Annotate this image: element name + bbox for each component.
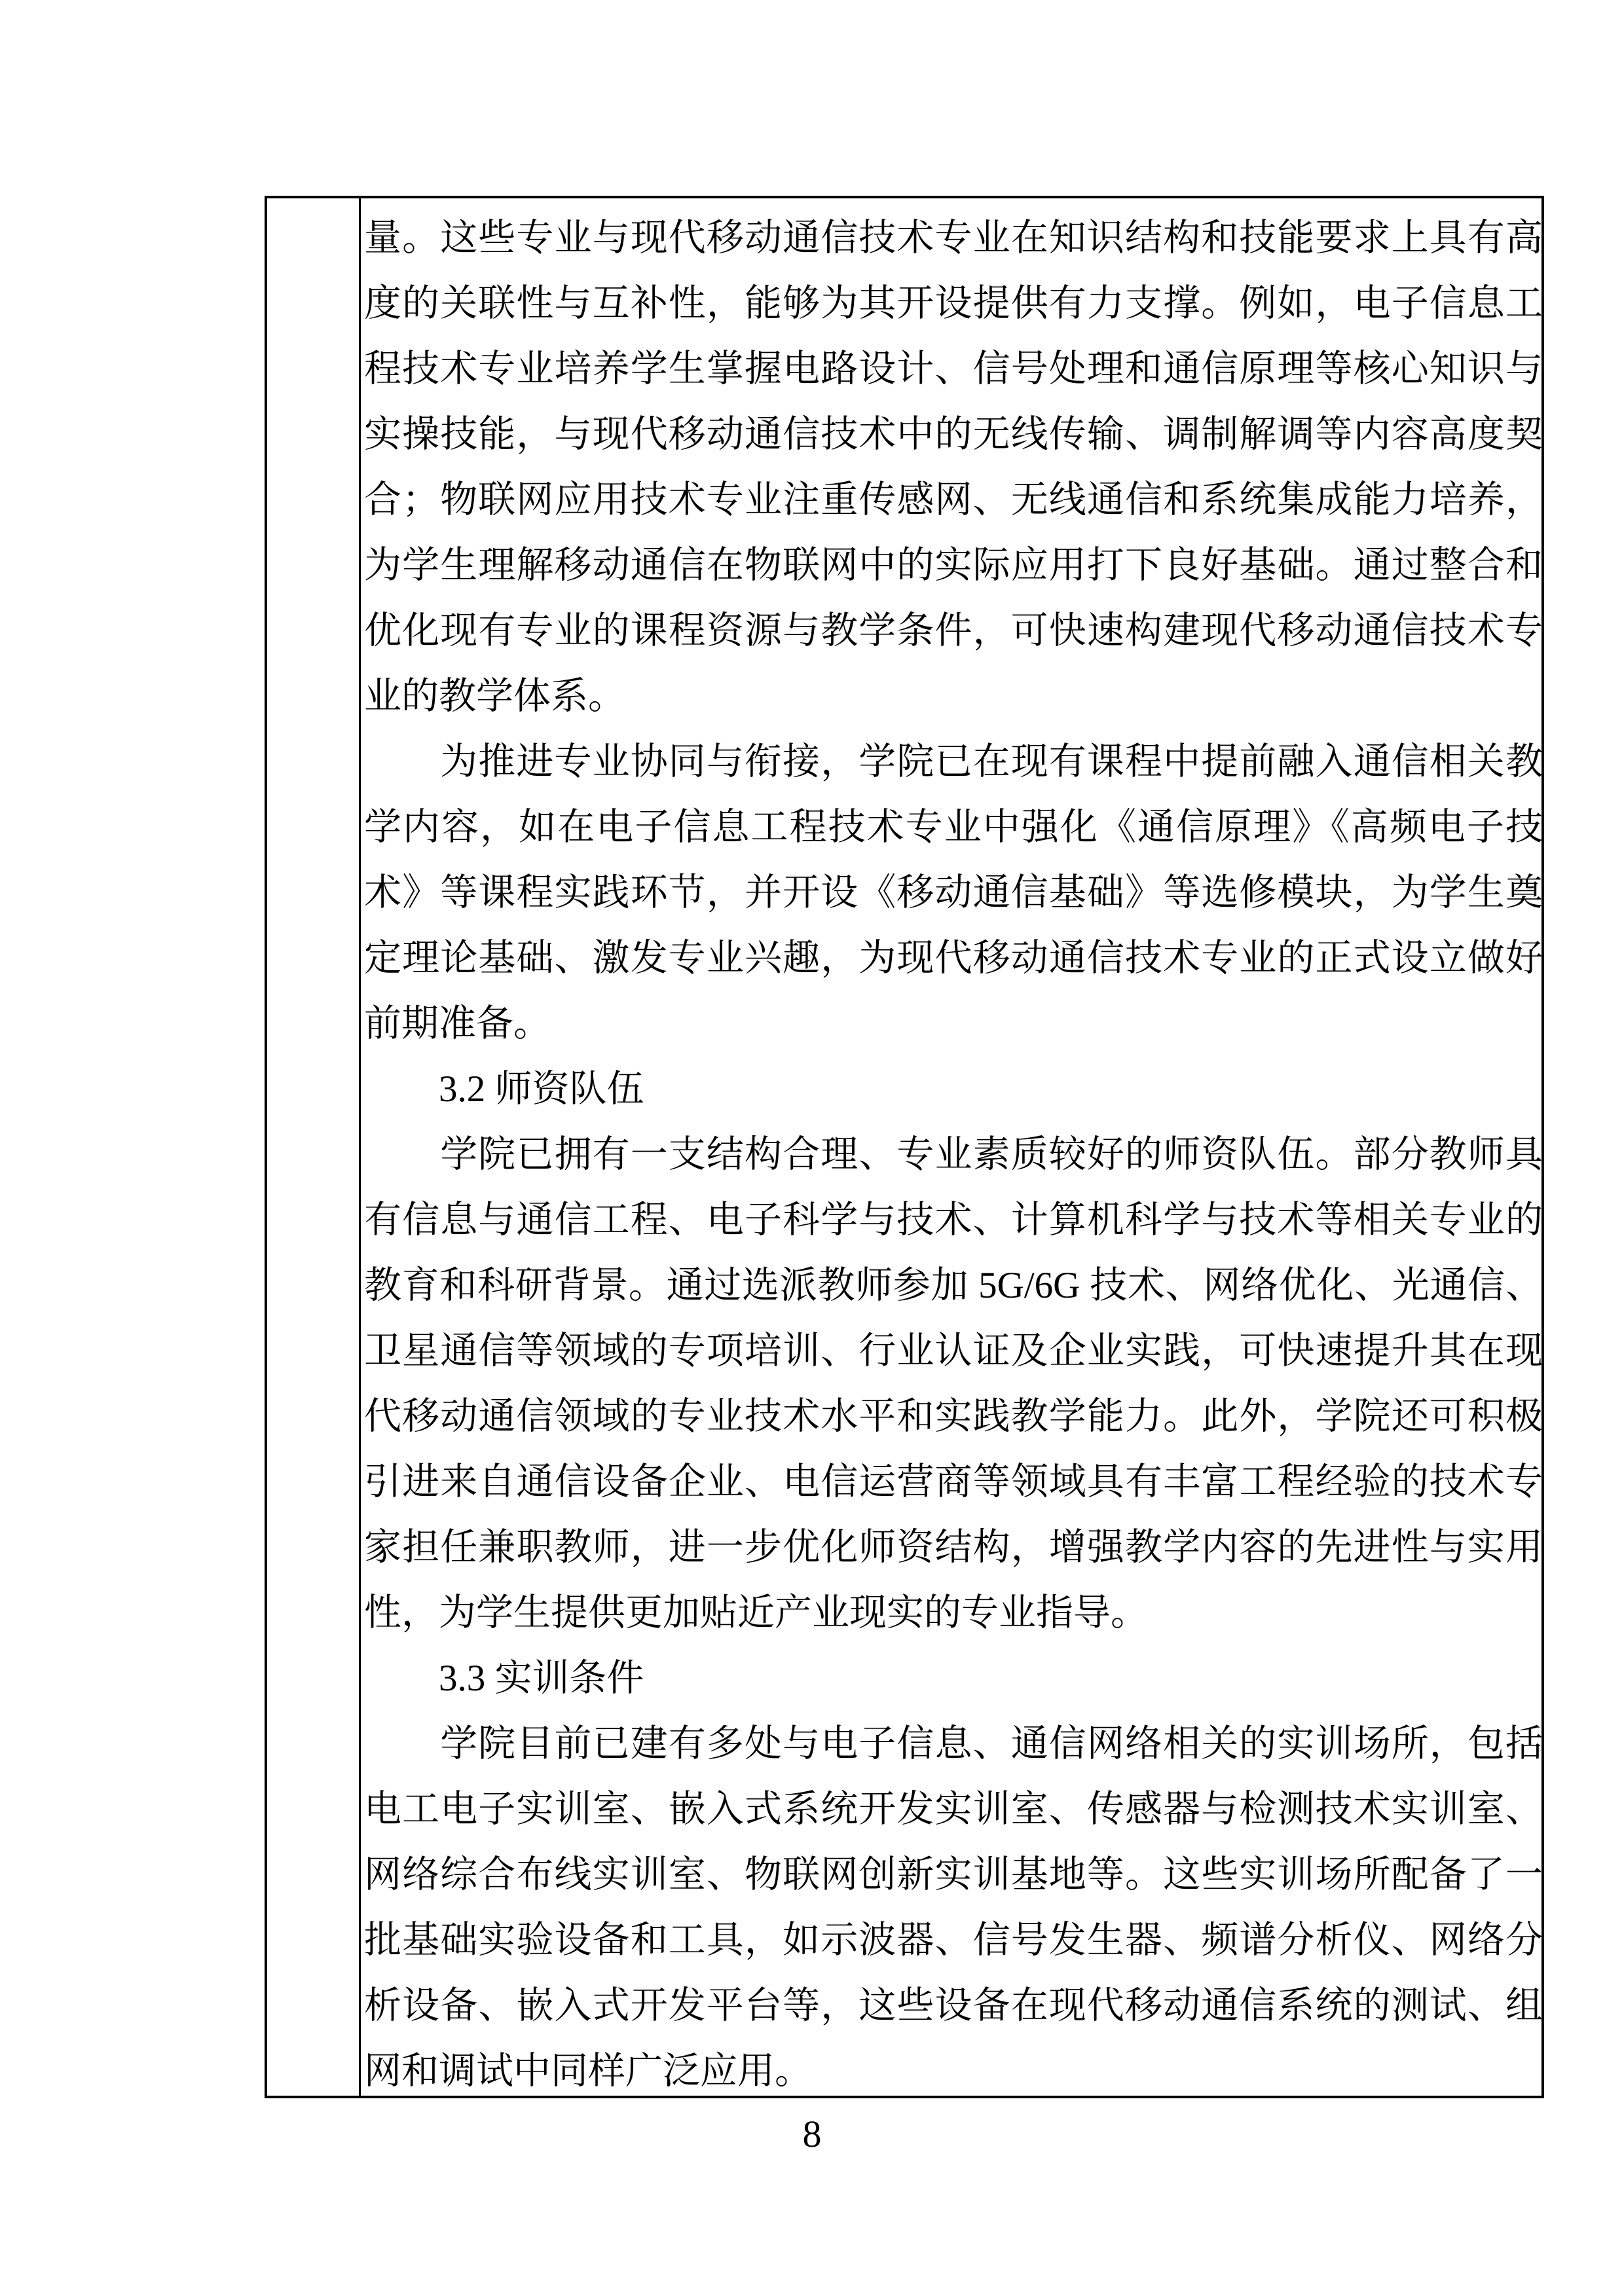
text-line: 学内容，如在电子信息工程技术专业中强化《通信原理》《高频电子技 xyxy=(364,807,1543,848)
table-left-column-cell xyxy=(267,198,359,2096)
text-line: 业的教学体系。 xyxy=(364,676,625,717)
text-line: 为推进专业协同与衔接，学院已在现有课程中提前融入通信相关教 xyxy=(364,741,1543,782)
text-line: 引进来自通信设备企业、电信运营商等领域具有丰富工程经验的技术专 xyxy=(364,1461,1543,1503)
text-line: 定理论基础、激发专业兴趣，为现代移动通信技术专业的正式设立做好 xyxy=(364,938,1543,979)
text-line: 电工电子实训室、嵌入式系统开发实训室、传感器与检测技术实训室、 xyxy=(364,1789,1543,1830)
text-line: 批基础实验设备和工具，如示波器、信号发生器、频谱分析仪、网络分 xyxy=(364,1920,1543,1961)
text-line: 程技术专业培养学生掌握电路设计、信号处理和通信原理等核心知识与 xyxy=(364,348,1543,390)
text-line: 度的关联性与互补性，能够为其开设提供有力支撑。例如，电子信息工 xyxy=(364,283,1543,324)
text-line: 3.2 师资队伍 xyxy=(364,1068,644,1110)
text-line: 卫星通信等领域的专项培训、行业认证及企业实践，可快速提升其在现 xyxy=(364,1330,1543,1372)
text-line: 教育和科研背景。通过选派教师参加 5G/6G 技术、网络优化、光通信、 xyxy=(364,1265,1543,1306)
text-line: 为学生理解移动通信在物联网中的实际应用打下良好基础。通过整合和 xyxy=(364,545,1543,586)
text-line: 网和调试中同样广泛应用。 xyxy=(364,2050,812,2092)
text-line: 性，为学生提供更加贴近产业现实的专业指导。 xyxy=(364,1592,1148,1633)
text-line: 家担任兼职教师，进一步优化师资结构，增强教学内容的先进性与实用 xyxy=(364,1527,1543,1568)
text-line: 代移动通信领域的专业技术水平和实践教学能力。此外，学院还可积极 xyxy=(364,1396,1543,1437)
text-line: 术》等课程实践环节，并开设《移动通信基础》等选修模块，为学生奠 xyxy=(364,872,1543,913)
text-line: 量。这些专业与现代移动通信技术专业在知识结构和技能要求上具有高 xyxy=(364,217,1543,259)
text-line: 合；物联网应用技术专业注重传感网、无线通信和系统集成能力培养， xyxy=(364,479,1543,520)
table-content-cell-text xyxy=(364,206,1543,2104)
table-column-divider xyxy=(359,198,361,2096)
text-line: 实操技能，与现代移动通信技术中的无线传输、调制解调等内容高度契 xyxy=(364,414,1543,455)
page-number: 8 xyxy=(802,2113,822,2155)
text-line: 优化现有专业的课程资源与教学条件，可快速构建现代移动通信技术专 xyxy=(364,610,1543,651)
text-line: 学院目前已建有多处与电子信息、通信网络相关的实训场所，包括 xyxy=(364,1723,1543,1764)
text-line: 3.3 实训条件 xyxy=(364,1658,644,1699)
text-line: 学院已拥有一支结构合理、专业素质较好的师资队伍。部分教师具 xyxy=(364,1134,1543,1175)
text-line: 前期准备。 xyxy=(364,1003,551,1044)
text-line: 析设备、嵌入式开发平台等，这些设备在现代移动通信系统的测试、组 xyxy=(364,1985,1543,2026)
text-line: 网络综合布线实训室、物联网创新实训基地等。这些实训场所配备了一 xyxy=(364,1854,1543,1895)
text-line: 有信息与通信工程、电子科学与技术、计算机科学与技术等相关专业的 xyxy=(364,1199,1543,1241)
